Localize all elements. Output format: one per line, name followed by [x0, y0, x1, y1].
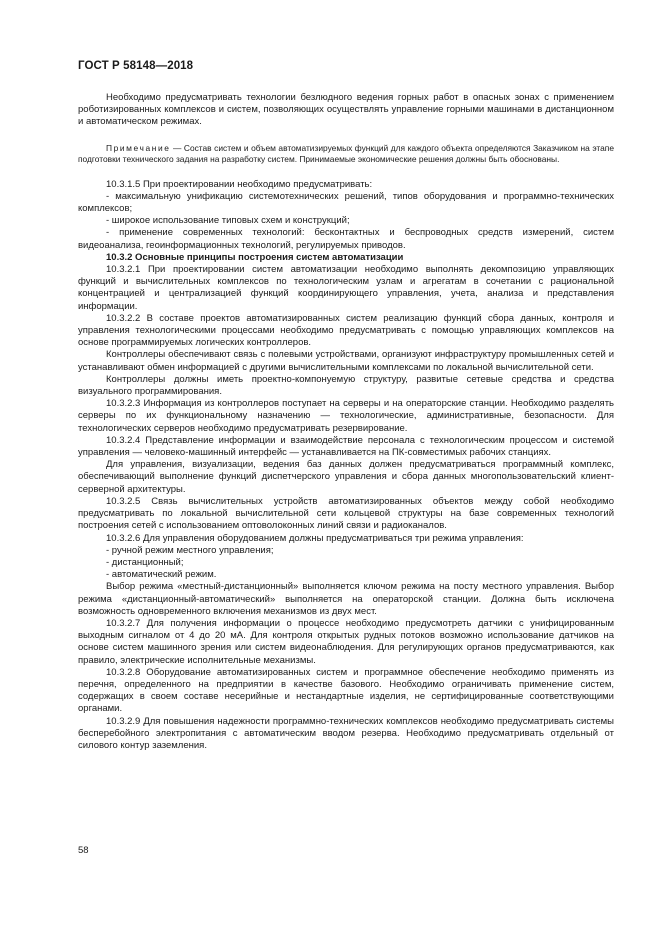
section-heading-10-3-2: 10.3.2 Основные принципы построения систем автоматизации — [106, 251, 404, 263]
paragraph-management: Для управления, визуализации, ведения баз данных должен предусматриваться программный комплекс, обеспечивающий выполнение функций диспетчерского управления и сбора данных многопользовательский клиент-серверной архитектуры. — [78, 459, 614, 495]
clause-10-3-1-5: 10.3.1.5 При проектировании необходимо предусматривать: — [106, 178, 373, 190]
page-number: 58 — [78, 845, 89, 856]
clause-10-3-2-1: 10.3.2.1 При проектировании систем автоматизации необходимо выполнять декомпозицию управляющих функций и вычислительных комплексов по технологическим узлам и агрегатам в сочетании с рациональной концентрацией и централизацией функций координирующего управления, учета, анализа и представления информации. — [78, 264, 614, 312]
clause-10-3-2-8: 10.3.2.8 Оборудование автоматизированных систем и программное обеспечение необходимо применять из перечня, определенного на предприятии в качестве базового. Необходимо ограничивать применение систем, содержащих в своем составе несерийные и нестандартные изделия, не сертифицированные соответствующими органами. — [78, 666, 614, 715]
list-item: - максимальную унификацию системотехнических решений, типов оборудования и программно-технических комплексов; — [78, 190, 614, 215]
clause-10-3-2-4: 10.3.2.4 Представление информации и взаимодействие персонала с технологическим процессом и системой управления — человеко-машинный интерфейс — устанавливается на ПК-совместимых рабочих станциях. — [78, 434, 614, 459]
clause-10-3-2-7: 10.3.2.7 Для получения информации о процессе необходимо предусмотреть датчики с унифицированным выходным сигналом от 4 до 20 мА. Для контроля открытых рудных потоков возможно использование датчиков на основе систем машинного зрения или систем видеонаблюдения. Для регулирующих органов предусматриваются, как правило, электрические исполнительные механизмы. — [78, 617, 614, 666]
intro-paragraph: Необходимо предусматривать технологии безлюдного ведения горных работ в опасных зонах с применением роботизированных комплексов и систем, позволяющих осуществлять управление горными машинами в дистанционном и автоматическом режимах. — [78, 92, 614, 128]
note-label: Примечание — [106, 142, 171, 153]
clause-10-3-2-5: 10.3.2.5 Связь вычислительных устройств автоматизированных объектов между собой необходимо предусматривать по локальной вычислительной сети кольцевой структуры на базе современных технологий построения сетей с использованием оптоволоконных линий связи и радиоканалов. — [78, 495, 614, 532]
paragraph-controllers-1: Контроллеры обеспечивают связь с полевыми устройствами, организуют инфраструктуру промышленных сетей и устанавливают обмен информацией с другими вычислительными комплексами по локальной вычислительной сети. — [78, 349, 614, 373]
list-item: - ручной режим местного управления; — [106, 544, 274, 556]
list-item: - автоматический режим. — [106, 569, 217, 581]
clause-10-3-2-9: 10.3.2.9 Для повышения надежности программно-технических комплексов необходимо предусматривать системы бесперебойного электропитания с автоматическим вводом резерва. Необходимо предусматривать отдельный от силового контур заземления. — [78, 715, 614, 751]
document-body — [78, 92, 614, 752]
clause-10-3-2-2: 10.3.2.2 В составе проектов автоматизированных систем реализацию функций сбора данных, контроля и управления технологическими процессами необходимо предусматривать с помощью управляющих комплексов на основе программируемых логических контроллеров. — [78, 312, 614, 349]
clause-10-3-2-3: 10.3.2.3 Информация из контроллеров поступает на серверы и на операторские станции. Необходимо разделять серверы по их функциональному назначению — технологические, административные, безопасности. Для технологических серверов необходимо предусматривать резервирование. — [78, 398, 614, 434]
list-item: - применение современных технологий: бесконтактных и беспроводных средств измерений, систем видеоанализа, геоинформационных технологий, регулируемых приводов. — [78, 227, 614, 251]
clause-10-3-2-6: 10.3.2.6 Для управления оборудованием должны предусматриваться три режима управления: — [106, 532, 524, 544]
list-item: - широкое использование типовых схем и конструкций; — [106, 215, 350, 227]
paragraph-mode-select: Выбор режима «местный-дистанционный» выполняется ключом режима на посту местного управления. Выбор режима «дистанционный-автоматический» выполняется на операторской станции. Должна быть исключена возможность одновременного включения механизмов из двух мест. — [78, 581, 614, 617]
standard-header: ГОСТ Р 58148—2018 — [78, 60, 194, 72]
paragraph-controllers-2: Контроллеры должны иметь проектно-компонуемую структуру, развитые сетевые средства и средства визуального программирования. — [78, 373, 614, 398]
note-paragraph — [78, 143, 614, 165]
note-text: — Состав систем и объем автоматизируемых функций для каждого объекта определяются Заказчиком на этапе подготовки технического задания на разработку систем. Принимаемые экономические решения должны быть обоснованы. — [78, 142, 614, 164]
list-item: - дистанционный; — [106, 556, 184, 568]
